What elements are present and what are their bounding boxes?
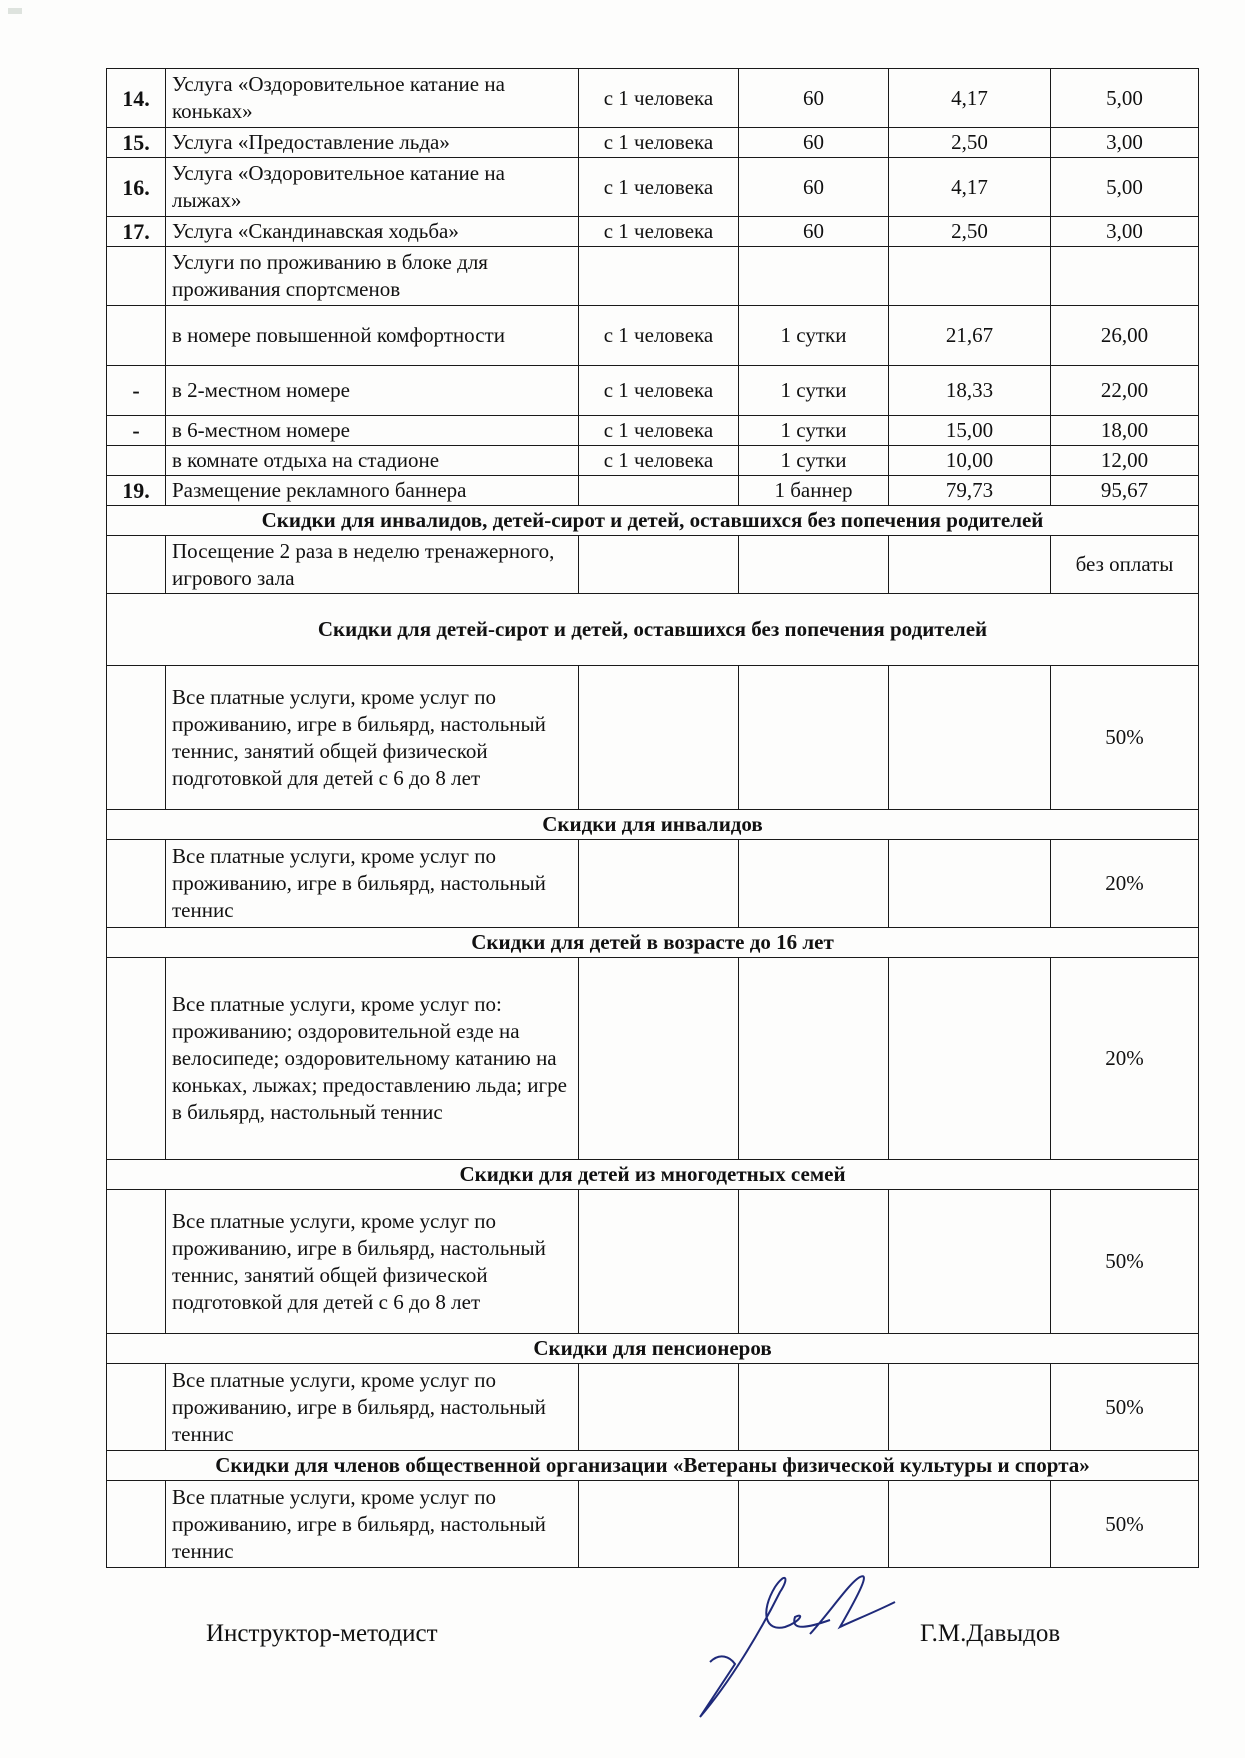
discount-row xyxy=(107,536,1199,594)
price-with-vat: 5,00 xyxy=(1051,158,1199,217)
signer-name: Г.М.Давыдов xyxy=(920,1620,1061,1647)
price-with-vat: 22,00 xyxy=(1051,366,1199,416)
row-number: 14. xyxy=(107,69,166,128)
service-row xyxy=(107,158,1199,217)
service-unit xyxy=(579,247,739,306)
service-unit: с 1 человека xyxy=(579,128,739,158)
discount-title: Скидки для инвалидов, детей-сирот и детей, оставшихся без попечения родителей xyxy=(107,506,1199,536)
service-name: в 2-местном номере xyxy=(166,366,579,416)
service-row xyxy=(107,446,1199,476)
service-name: Услуга «Оздоровительное катание на лыжах» xyxy=(166,158,579,217)
discount-description: Все платные услуги, кроме услуг по проживанию, игре в бильярд, настольный теннис, занятий общей физической подготовкой для детей с 6 до 8 лет xyxy=(166,1190,579,1334)
service-unit xyxy=(579,476,739,506)
signer-role: Инструктор-методист xyxy=(206,1620,438,1647)
service-name: Размещение рекламного баннера xyxy=(166,476,579,506)
price-without-vat: 2,50 xyxy=(889,128,1051,158)
service-row xyxy=(107,306,1199,366)
discount-title: Скидки для детей в возрасте до 16 лет xyxy=(107,928,1199,958)
service-name: в номере повышенной комфортности xyxy=(166,306,579,366)
discount-row xyxy=(107,666,1199,810)
discount-description: Все платные услуги, кроме услуг по: проживанию; оздоровительной езде на велосипеде; оздоровительному катанию на коньках, лыжах; предоставлению льда; игре в бильярд, настольный теннис xyxy=(166,958,579,1160)
service-unit: с 1 человека xyxy=(579,158,739,217)
price-without-vat: 21,67 xyxy=(889,306,1051,366)
row-number: - xyxy=(107,366,166,416)
service-unit: с 1 человека xyxy=(579,306,739,366)
price-with-vat: 5,00 xyxy=(1051,69,1199,128)
service-row xyxy=(107,416,1199,446)
price-without-vat: 2,50 xyxy=(889,217,1051,247)
price-without-vat: 10,00 xyxy=(889,446,1051,476)
service-duration: 1 сутки xyxy=(739,446,889,476)
discount-description: Все платные услуги, кроме услуг по проживанию, игре в бильярд, настольный теннис, занятий общей физической подготовкой для детей с 6 до 8 лет xyxy=(166,666,579,810)
price-without-vat: 15,00 xyxy=(889,416,1051,446)
service-duration: 1 сутки xyxy=(739,366,889,416)
discount-title: Скидки для членов общественной организации «Ветераны физической культуры и спорта» xyxy=(107,1451,1199,1481)
row-number xyxy=(107,306,166,366)
discount-section-header xyxy=(107,1160,1199,1190)
discount-description: Все платные услуги, кроме услуг по проживанию, игре в бильярд, настольный теннис xyxy=(166,1364,579,1451)
row-number: 17. xyxy=(107,217,166,247)
discount-title: Скидки для инвалидов xyxy=(107,810,1199,840)
discount-value: без оплаты xyxy=(1051,536,1199,594)
service-duration xyxy=(739,247,889,306)
service-name: Услуги по проживанию в блоке для проживания спортсменов xyxy=(166,247,579,306)
service-name: Услуга «Оздоровительное катание на коньках» xyxy=(166,69,579,128)
service-duration: 60 xyxy=(739,217,889,247)
service-duration: 60 xyxy=(739,158,889,217)
discount-row xyxy=(107,1190,1199,1334)
discount-section-header xyxy=(107,810,1199,840)
service-name: Услуга «Скандинавская ходьба» xyxy=(166,217,579,247)
service-row xyxy=(107,69,1199,128)
service-row xyxy=(107,217,1199,247)
row-number xyxy=(107,247,166,306)
service-unit: с 1 человека xyxy=(579,217,739,247)
discount-row xyxy=(107,840,1199,928)
service-name: в 6-местном номере xyxy=(166,416,579,446)
service-row xyxy=(107,128,1199,158)
discount-value: 50% xyxy=(1051,1190,1199,1334)
discount-title: Скидки для пенсионеров xyxy=(107,1334,1199,1364)
price-without-vat: 4,17 xyxy=(889,69,1051,128)
price-without-vat xyxy=(889,247,1051,306)
discount-description: Посещение 2 раза в неделю тренажерного, игрового зала xyxy=(166,536,579,594)
service-duration: 1 баннер xyxy=(739,476,889,506)
row-number: 15. xyxy=(107,128,166,158)
row-number xyxy=(107,446,166,476)
discount-section-header xyxy=(107,1334,1199,1364)
discount-section-header xyxy=(107,1451,1199,1481)
service-row xyxy=(107,476,1199,506)
price-without-vat: 4,17 xyxy=(889,158,1051,217)
service-duration: 1 сутки xyxy=(739,416,889,446)
price-list-table xyxy=(106,68,1199,1568)
discount-section-header xyxy=(107,594,1199,666)
service-name: Услуга «Предоставление льда» xyxy=(166,128,579,158)
signature-block xyxy=(0,1560,1245,1760)
price-with-vat: 18,00 xyxy=(1051,416,1199,446)
price-with-vat xyxy=(1051,247,1199,306)
service-row xyxy=(107,366,1199,416)
row-number: 19. xyxy=(107,476,166,506)
price-with-vat: 3,00 xyxy=(1051,128,1199,158)
price-with-vat: 26,00 xyxy=(1051,306,1199,366)
service-row xyxy=(107,247,1199,306)
discount-row xyxy=(107,1364,1199,1451)
service-unit: с 1 человека xyxy=(579,446,739,476)
service-unit: с 1 человека xyxy=(579,416,739,446)
service-duration: 60 xyxy=(739,128,889,158)
discount-value: 20% xyxy=(1051,958,1199,1160)
row-number: - xyxy=(107,416,166,446)
price-with-vat: 12,00 xyxy=(1051,446,1199,476)
handwritten-signature-icon xyxy=(690,1572,930,1722)
price-without-vat: 18,33 xyxy=(889,366,1051,416)
discount-section-header xyxy=(107,928,1199,958)
price-with-vat: 95,67 xyxy=(1051,476,1199,506)
discount-value: 50% xyxy=(1051,1364,1199,1451)
service-name: в комнате отдыха на стадионе xyxy=(166,446,579,476)
row-number: 16. xyxy=(107,158,166,217)
service-duration: 60 xyxy=(739,69,889,128)
discount-section-header xyxy=(107,506,1199,536)
price-with-vat: 3,00 xyxy=(1051,217,1199,247)
discount-description: Все платные услуги, кроме услуг по проживанию, игре в бильярд, настольный теннис xyxy=(166,840,579,928)
scan-artifact xyxy=(8,8,22,14)
discount-value: 20% xyxy=(1051,840,1199,928)
discount-row xyxy=(107,1481,1199,1568)
service-duration: 1 сутки xyxy=(739,306,889,366)
service-unit: с 1 человека xyxy=(579,69,739,128)
discount-title: Скидки для детей из многодетных семей xyxy=(107,1160,1199,1190)
discount-description: Все платные услуги, кроме услуг по проживанию, игре в бильярд, настольный теннис xyxy=(166,1481,579,1568)
discount-value: 50% xyxy=(1051,666,1199,810)
discount-value: 50% xyxy=(1051,1481,1199,1568)
price-without-vat: 79,73 xyxy=(889,476,1051,506)
service-unit: с 1 человека xyxy=(579,366,739,416)
discount-row xyxy=(107,958,1199,1160)
discount-title: Скидки для детей-сирот и детей, оставшихся без попечения родителей xyxy=(107,594,1199,666)
